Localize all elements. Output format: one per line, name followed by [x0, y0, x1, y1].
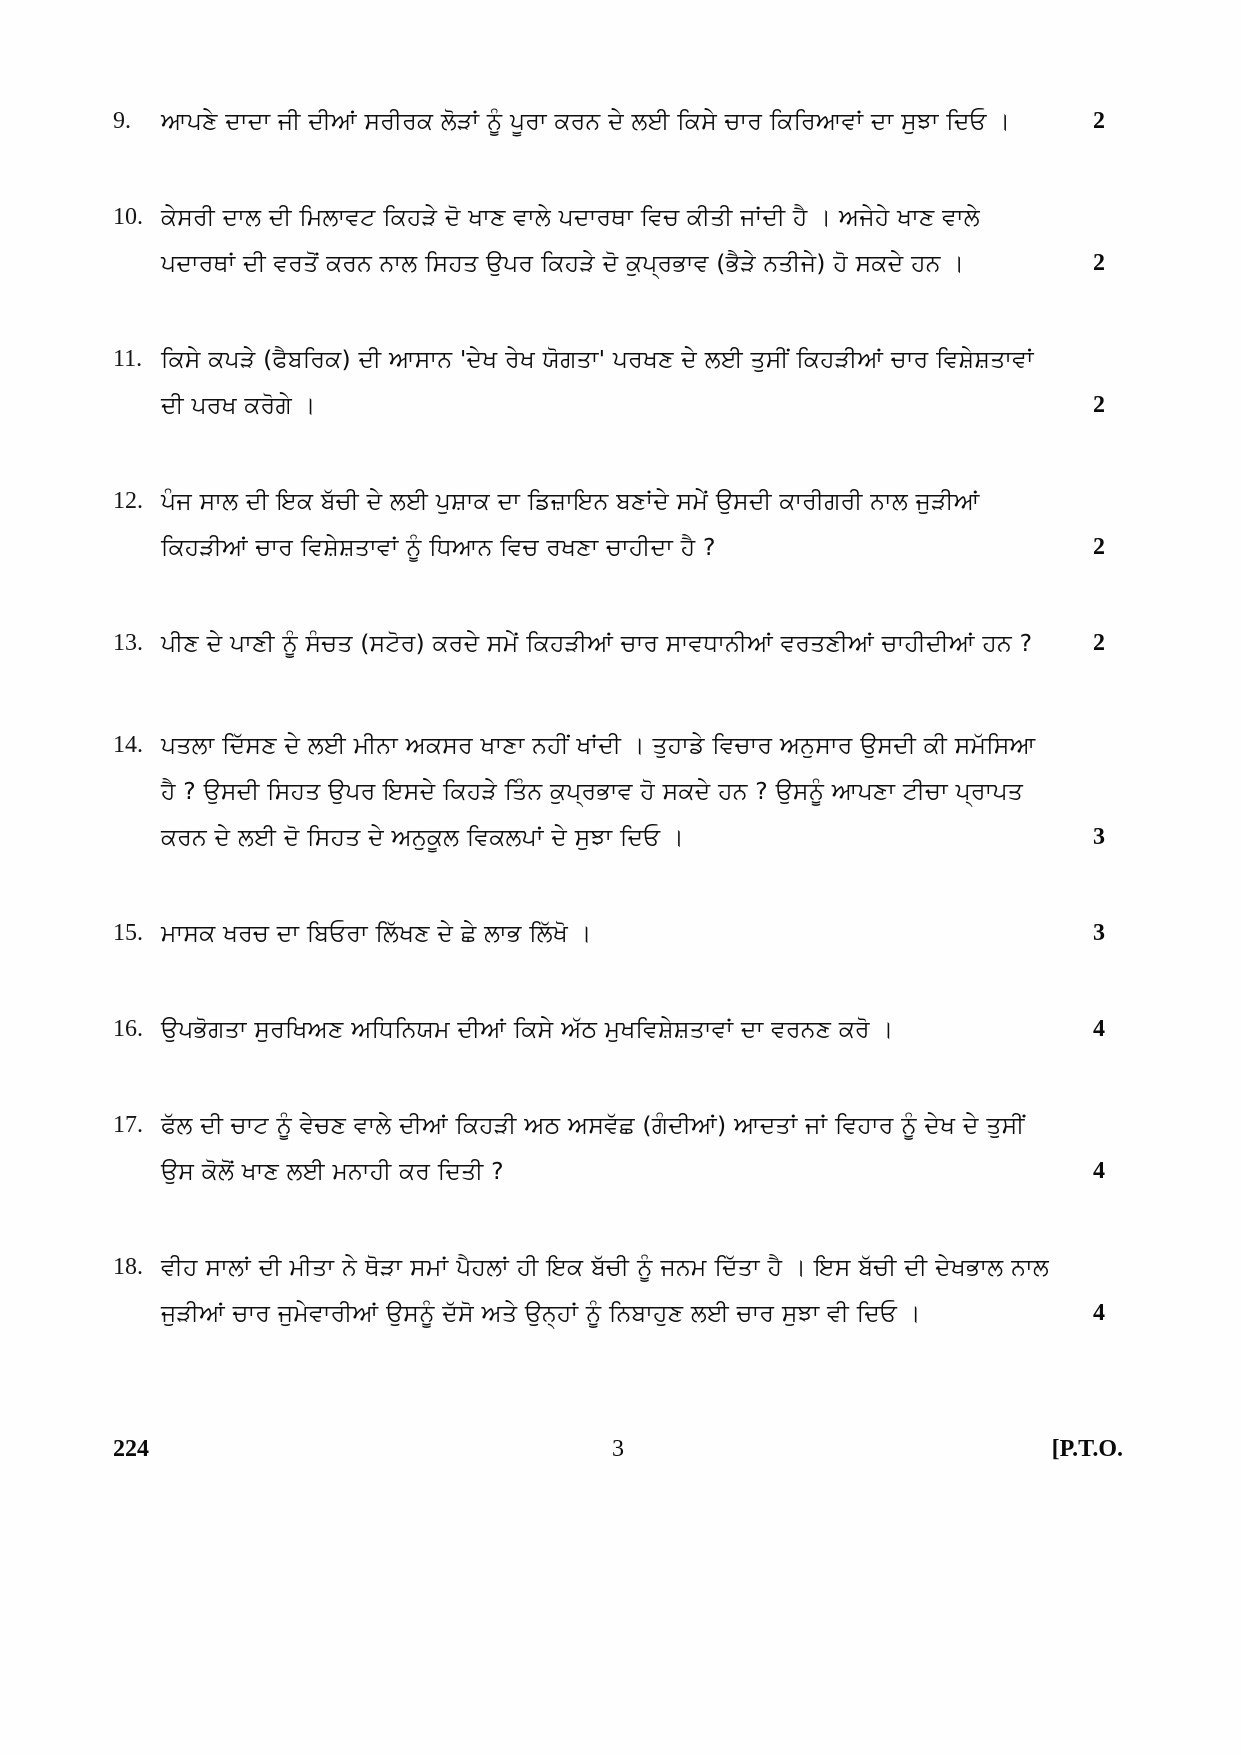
paper-code: 224 — [113, 1436, 149, 1462]
question-text: ਕਿਸੇ ਕਪੜੇ (ਫੈਬਰਿਕ) ਦੀ ਆਸਾਨ 'ਦੇਖ ਰੇਖ ਯੋਗਤਾ' ਪਰਖਣ ਦੇ ਲਈ ਤੁਸੀਂ ਕਿਹੜੀਆਂ ਚਾਰ ਵਿਸ਼ੇਸ਼ਤਾਵਾਂ ਦੀ ਪਰਖ ਕਰੋਗੇ । — [161, 345, 1034, 419]
question-row-17 — [113, 1102, 1105, 1194]
question-row-18 — [113, 1244, 1105, 1336]
question-text: ਪਤਲਾ ਦਿੱਸਣ ਦੇ ਲਈ ਮੀਨਾ ਅਕਸਰ ਖਾਣਾ ਨਹੀਂ ਖਾਂਦੀ । ਤੁਹਾਡੇ ਵਿਚਾਰ ਅਨੁਸਾਰ ਉਸਦੀ ਕੀ ਸਮੱਸਿਆ ਹੈ ? ਉਸਦੀ ਸਿਹਤ ਉਪਰ ਇਸਦੇ ਕਿਹੜੇ ਤਿੰਨ ਕੁਪ੍ਰਭਾਵ ਹੋ ਸਕਦੇ ਹਨ ? ਉਸਨੂੰ ਆਪਣਾ ਟੀਚਾ ਪ੍ਰਾਪਤ ਕਰਨ ਦੇ ਲਈ ਦੋ ਸਿਹਤ ਦੇ ਅਨੁਕੂਲ ਵਿਕਲਪਾਂ ਦੇ ਸੁਝਾ ਦਿਓ । — [161, 731, 1036, 851]
question-text: ਪੀਣ ਦੇ ਪਾਣੀ ਨੂੰ ਸੰਚਤ (ਸਟੋਰ) ਕਰਦੇ ਸਮੇਂ ਕਿਹੜੀਆਂ ਚਾਰ ਸਾਵਧਾਨੀਆਂ ਵਰਤਣੀਆਂ ਚਾਹੀਦੀਆਂ ਹਨ ? — [161, 629, 1033, 657]
question-row-10 — [113, 194, 1105, 286]
question-text: ਮਾਸਕ ਖਰਚ ਦਾ ਬਿਓਰਾ ਲਿੱਖਣ ਦੇ ਛੇ ਲਾਭ ਲਿੱਖੋ । — [161, 919, 592, 947]
question-number: 12. — [113, 488, 143, 514]
question-marks: 3 — [1093, 920, 1105, 946]
page-footer — [0, 1436, 1241, 1463]
question-number: 18. — [113, 1254, 143, 1280]
question-row-12 — [113, 478, 1105, 570]
question-number: 11. — [113, 346, 143, 372]
question-number: 15. — [113, 920, 143, 946]
question-marks: 2 — [1093, 630, 1105, 656]
question-row-13 — [113, 620, 1105, 666]
question-row-9 — [113, 98, 1105, 144]
question-marks: 2 — [1093, 108, 1105, 134]
question-text: ਫੱਲ ਦੀ ਚਾਟ ਨੂੰ ਵੇਚਣ ਵਾਲੇ ਦੀਆਂ ਕਿਹੜੀ ਅਠ ਅਸਵੱਛ (ਗੰਦੀਆਂ) ਆਦਤਾਂ ਜਾਂ ਵਿਹਾਰ ਨੂੰ ਦੇਖ ਦੇ ਤੁਸੀਂ ਉਸ ਕੋਲੋਂ ਖਾਣ ਲਈ ਮਨਾਹੀ ਕਰ ਦਿਤੀ ? — [161, 1111, 1025, 1185]
question-text: ਪੰਜ ਸਾਲ ਦੀ ਇਕ ਬੱਚੀ ਦੇ ਲਈ ਪੁਸ਼ਾਕ ਦਾ ਡਿਜ਼ਾਇਨ ਬਣਾਂਦੇ ਸਮੇਂ ਉਸਦੀ ਕਾਰੀਗਰੀ ਨਾਲ ਜੁੜੀਆਂ ਕਿਹੜੀਆਂ ਚਾਰ ਵਿਸ਼ੇਸ਼ਤਾਵਾਂ ਨੂੰ ਧਿਆਨ ਵਿਚ ਰਖਣਾ ਚਾਹੀਦਾ ਹੈ ? — [161, 487, 980, 561]
page-number: 3 — [612, 1436, 624, 1462]
question-marks: 4 — [1093, 1158, 1105, 1184]
question-text: ਵੀਹ ਸਾਲਾਂ ਦੀ ਮੀਤਾ ਨੇ ਥੋੜਾ ਸਮਾਂ ਪੈਹਲਾਂ ਹੀ ਇਕ ਬੱਚੀ ਨੂੰ ਜਨਮ ਦਿੱਤਾ ਹੈ । ਇਸ ਬੱਚੀ ਦੀ ਦੇਖਭਾਲ ਨਾਲ ਜੁੜੀਆਂ ਚਾਰ ਜੁਮੇਵਾਰੀਆਂ ਉਸਨੂੰ ਦੱਸੋ ਅਤੇ ਉਨ੍ਹਾਂ ਨੂੰ ਨਿਬਾਹੁਣ ਲਈ ਚਾਰ ਸੁਝਾ ਵੀ ਦਿਓ । — [161, 1253, 1049, 1327]
question-row-14 — [113, 722, 1105, 860]
question-number: 16. — [113, 1016, 143, 1042]
pto-label: [P.T.O. — [1051, 1436, 1124, 1462]
question-marks: 4 — [1093, 1016, 1105, 1042]
question-number: 9. — [113, 108, 131, 134]
question-marks: 2 — [1093, 250, 1105, 276]
question-marks: 3 — [1093, 824, 1105, 850]
question-number: 14. — [113, 732, 143, 758]
question-marks: 2 — [1093, 534, 1105, 560]
question-row-11 — [113, 336, 1105, 428]
question-number: 17. — [113, 1112, 143, 1138]
question-marks: 2 — [1093, 392, 1105, 418]
question-text: ਆਪਣੇ ਦਾਦਾ ਜੀ ਦੀਆਂ ਸਰੀਰਕ ਲੋੜਾਂ ਨੂੰ ਪੂਰਾ ਕਰਨ ਦੇ ਲਈ ਕਿਸੇ ਚਾਰ ਕਿਰਿਆਵਾਂ ਦਾ ਸੁਝਾ ਦਿਓ । — [161, 107, 1011, 135]
question-text: ਕੇਸਰੀ ਦਾਲ ਦੀ ਮਿਲਾਵਟ ਕਿਹੜੇ ਦੋ ਖਾਣ ਵਾਲੇ ਪਦਾਰਥਾ ਵਿਚ ਕੀਤੀ ਜਾਂਦੀ ਹੈ । ਅਜੇਹੇ ਖਾਣ ਵਾਲੇ ਪਦਾਰਥਾਂ ਦੀ ਵਰਤੋਂ ਕਰਨ ਨਾਲ ਸਿਹਤ ਉਪਰ ਕਿਹੜੇ ਦੋ ਕੁਪ੍ਰਭਾਵ (ਭੈੜੇ ਨਤੀਜੇ) ਹੋ ਸਕਦੇ ਹਨ । — [161, 203, 980, 277]
question-marks: 4 — [1093, 1300, 1105, 1326]
question-number: 13. — [113, 630, 143, 656]
question-row-15 — [113, 910, 1105, 956]
question-row-16 — [113, 1006, 1105, 1052]
question-number: 10. — [113, 204, 143, 230]
question-text: ਉਪਭੋਗਤਾ ਸੁਰਖਿਅਣ ਅਧਿਨਿਯਮ ਦੀਆਂ ਕਿਸੇ ਅੱਠ ਮੁਖਵਿਸ਼ੇਸ਼ਤਾਵਾਂ ਦਾ ਵਰਨਣ ਕਰੋ । — [161, 1015, 894, 1043]
